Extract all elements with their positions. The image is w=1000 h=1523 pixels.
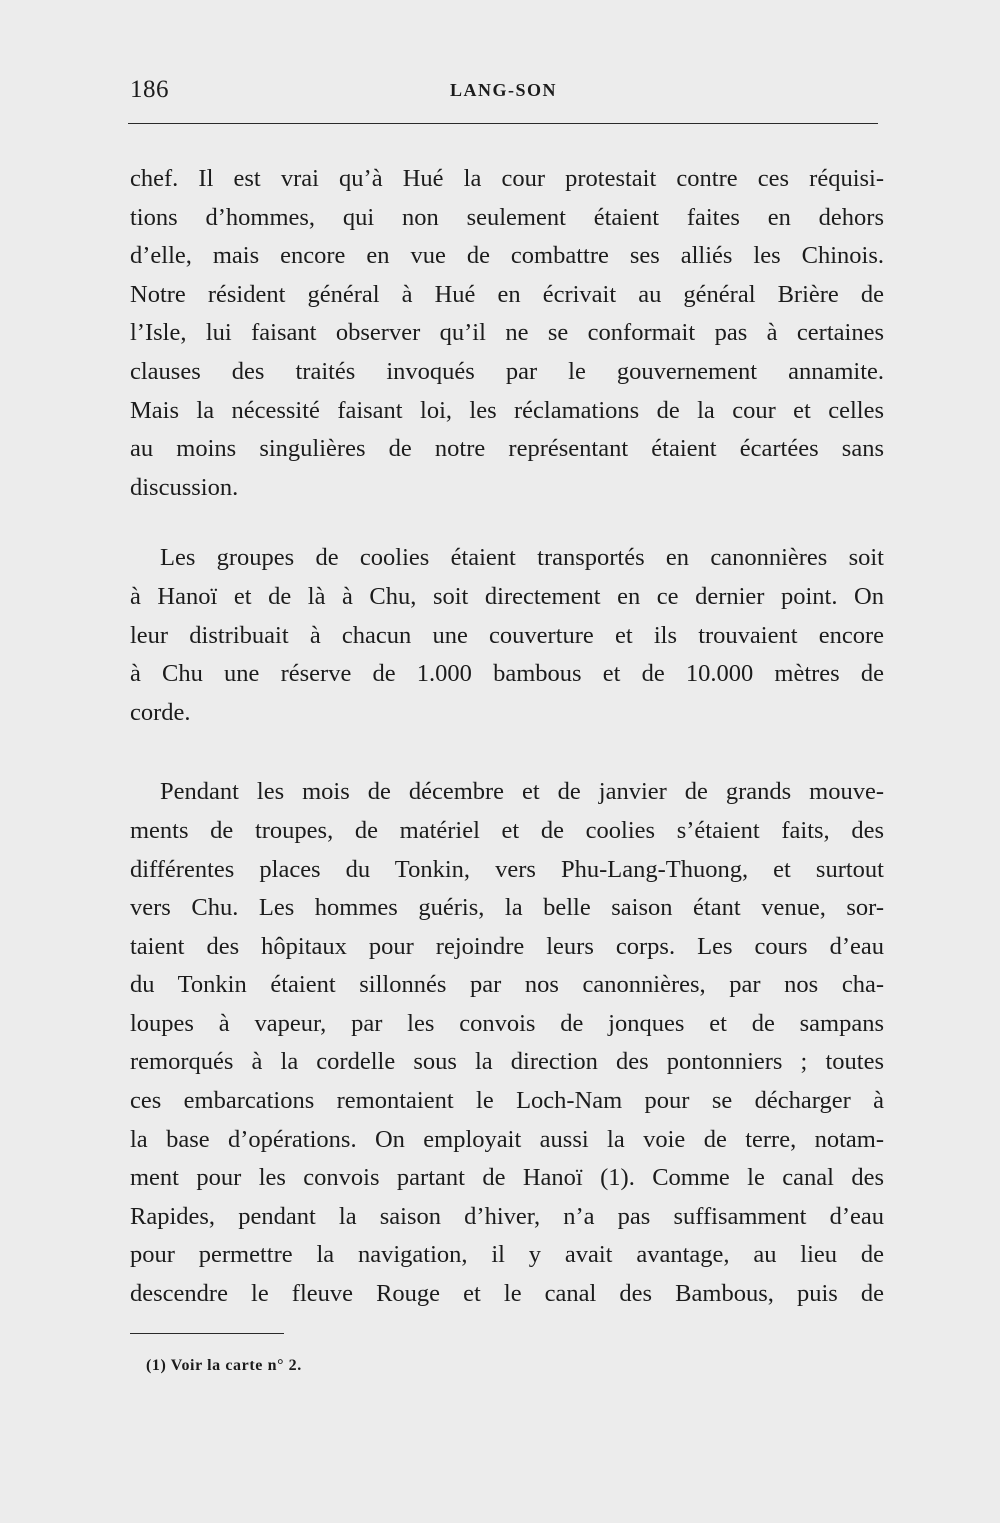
text-line: à Chu une réserve de 1.000 bambous et de 10.000 mètres de — [130, 660, 884, 688]
text-line: tions d’hommes, qui non seulement étaient faites en dehors — [130, 203, 884, 231]
footnote-rule — [130, 1333, 284, 1334]
text-line: Pendant les mois de décembre et de janvier de grands mouve- — [160, 778, 884, 806]
text-line: d’elle, mais encore en vue de combattre ses alliés les Chinois. — [130, 242, 884, 270]
header-rule — [128, 123, 878, 124]
text-line: ment pour les convois partant de Hanoï (1). Comme le canal des — [130, 1164, 884, 1192]
text-line: vers Chu. Les hommes guéris, la belle saison étant venue, sor- — [130, 894, 884, 922]
paragraph-1 — [130, 160, 884, 507]
text-line: discussion. — [130, 473, 239, 501]
text-line: Les groupes de coolies étaient transportés en canonnières soit — [160, 544, 884, 572]
text-line: descendre le fleuve Rouge et le canal des Bambous, puis de — [130, 1280, 884, 1308]
text-line: différentes places du Tonkin, vers Phu-Lang-Thuong, et surtout — [130, 855, 884, 883]
text-line: taient des hôpitaux pour rejoindre leurs corps. Les cours d’eau — [130, 932, 884, 960]
text-line: pour permettre la navigation, il y avait avantage, au lieu de — [130, 1241, 884, 1269]
text-line: Notre résident général à Hué en écrivait au général Brière de — [130, 280, 884, 308]
text-line: corde. — [130, 698, 191, 726]
paragraph-3 — [130, 773, 884, 1313]
body-text — [130, 160, 884, 1314]
running-title: LANG-SON — [450, 80, 558, 100]
text-line: loupes à vapeur, par les convois de jonques et de sampans — [130, 1009, 884, 1037]
text-line: la base d’opérations. On employait aussi la voie de terre, notam- — [130, 1125, 884, 1153]
footnote: (1) Voir la carte n° 2. — [146, 1357, 302, 1374]
text-line: clauses des traités invoqués par le gouvernement annamite. — [130, 357, 884, 385]
text-line: leur distribuait à chacun une couverture et ils trouvaient encore — [130, 621, 884, 649]
text-line: ments de troupes, de matériel et de coolies s’étaient faits, des — [130, 816, 884, 844]
text-line: à Hanoï et de là à Chu, soit directement en ce dernier point. On — [130, 582, 884, 610]
text-line: remorqués à la cordelle sous la direction des pontonniers ; toutes — [130, 1048, 884, 1076]
running-head — [130, 72, 878, 106]
paragraph-2 — [130, 539, 884, 732]
text-line: ces embarcations remontaient le Loch-Nam pour se décharger à — [130, 1087, 884, 1115]
text-line: au moins singulières de notre représentant étaient écartées sans — [130, 435, 884, 463]
text-line: du Tonkin étaient sillonnés par nos canonnières, par nos cha- — [130, 971, 884, 999]
text-line: chef. Il est vrai qu’à Hué la cour protestait contre ces réquisi- — [130, 165, 884, 192]
page-number: 186 — [130, 76, 169, 103]
text-line: l’Isle, lui faisant observer qu’il ne se conformait pas à certaines — [130, 319, 884, 347]
text-line: Rapides, pendant la saison d’hiver, n’a pas suffisamment d’eau — [130, 1202, 884, 1230]
text-line: Mais la nécessité faisant loi, les réclamations de la cour et celles — [130, 396, 884, 424]
